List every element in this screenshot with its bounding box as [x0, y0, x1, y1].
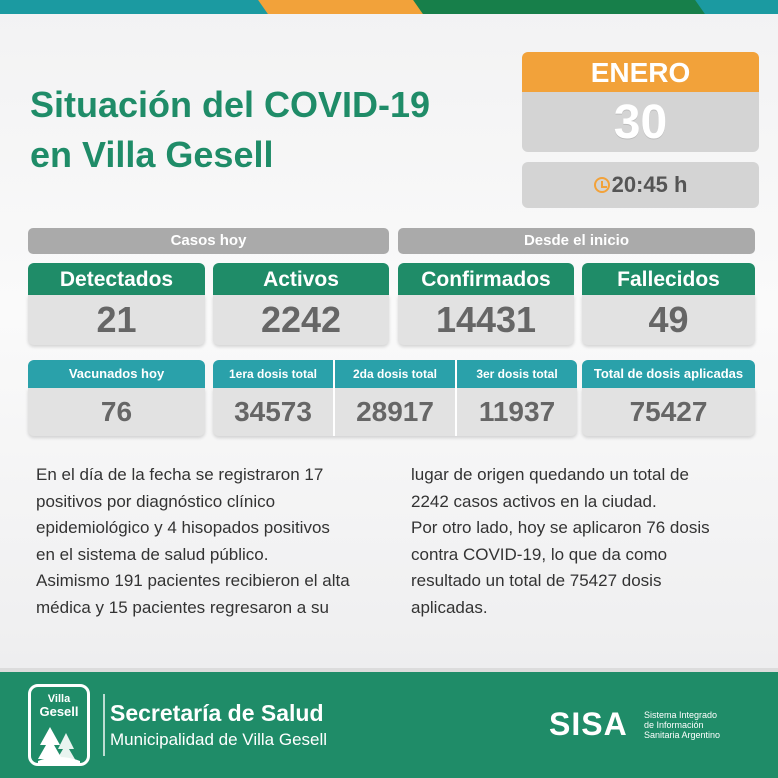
pine-trees-icon: [36, 723, 82, 765]
card-detectados: [28, 263, 205, 345]
text-line: resultado un total de 75427 dosis: [411, 571, 662, 590]
card-total-dosis: [582, 360, 755, 436]
text-line: Por otro lado, hoy se aplicaron 76 dosis: [411, 518, 710, 537]
logo-text-line-2: Gesell: [39, 704, 79, 719]
text-line: lugar de origen quedando un total de: [411, 465, 689, 484]
text-line: contra COVID-19, lo que da como: [411, 544, 668, 564]
footer-separator: [103, 694, 105, 756]
paragraph-right: [411, 462, 771, 621]
sisa-desc-line: de Información: [644, 720, 704, 730]
card-value: 49: [582, 295, 755, 345]
card-label: Total de dosis aplicadas: [582, 360, 755, 388]
sisa-desc-line: Sanitaria Argentino: [644, 730, 721, 740]
text-line: Asimismo 191 pacientes recibieron el alta: [36, 571, 350, 590]
card-label: Vacunados hoy: [28, 360, 205, 388]
text-line: médica y 15 pacientes regresaron a su: [36, 597, 329, 617]
time-box: [522, 162, 759, 208]
card-value: 75427: [582, 388, 755, 436]
dose-label-3: 3er dosis total: [476, 367, 558, 381]
top-color-bar: [0, 0, 778, 14]
dose-label-1: 1era dosis total: [213, 360, 335, 388]
footer: [0, 672, 778, 778]
sisa-desc-line: Sistema Integrado: [644, 710, 718, 720]
clock-icon: [594, 177, 610, 193]
text-line: aplicadas.: [411, 597, 488, 617]
text-line: epidemiológico y 4 hisopados positivos: [36, 518, 330, 537]
card-activos: [213, 263, 389, 345]
time-label: 20:45 h: [611, 172, 688, 197]
top-bar-teal-segment-right: [695, 0, 778, 14]
card-value: 14431: [398, 295, 574, 345]
day-label: 30: [522, 92, 759, 152]
card-label: Detectados: [28, 263, 205, 295]
logo-text-line-1: Villa: [47, 693, 71, 705]
month-label: ENERO: [522, 52, 759, 92]
card-confirmados: [398, 263, 574, 345]
card-vacunados-hoy: [28, 360, 205, 436]
top-bar-orange-segment: [258, 0, 428, 14]
card-value: 76: [28, 388, 205, 436]
villa-gesell-logo: [28, 684, 90, 766]
card-fallecidos: [582, 263, 755, 345]
section-header-today: Casos hoy: [28, 228, 389, 254]
paragraph-left: [36, 462, 396, 621]
top-bar-teal-segment: [0, 0, 285, 14]
text-line: 2242 casos activos en la ciudad.: [411, 491, 657, 511]
dose-value-1: 34573: [213, 388, 335, 436]
card-label: Confirmados: [398, 263, 574, 295]
doses-header: [213, 360, 577, 388]
text-line: en el sistema de salud público.: [36, 544, 269, 564]
text-line: positivos por diagnóstico clínico: [36, 491, 276, 511]
text-line: En el día de la fecha se registraron 17: [36, 465, 324, 484]
sisa-logo: SISA: [549, 706, 628, 742]
card-label: Fallecidos: [582, 263, 755, 295]
sisa-description: [644, 710, 754, 740]
top-bar-green-segment: [413, 0, 708, 14]
doses-card: [213, 360, 577, 436]
title-line-1: Situación del COVID-19: [30, 84, 431, 125]
card-label: Activos: [213, 263, 389, 295]
page-title: [30, 80, 500, 180]
section-header-since-start: Desde el inicio: [398, 228, 755, 254]
title-line-2: en Villa Gesell: [30, 134, 274, 175]
department-name: Secretaría de Salud: [110, 700, 324, 726]
card-value: 21: [28, 295, 205, 345]
date-box: [522, 52, 759, 152]
dose-label-2: 2da dosis total: [335, 360, 457, 388]
dose-value-2: 28917: [335, 388, 457, 436]
card-value: 2242: [213, 295, 389, 345]
municipality-name: Municipalidad de Villa Gesell: [110, 730, 328, 749]
doses-values: [213, 388, 577, 436]
dose-value-3: 11937: [478, 396, 556, 427]
